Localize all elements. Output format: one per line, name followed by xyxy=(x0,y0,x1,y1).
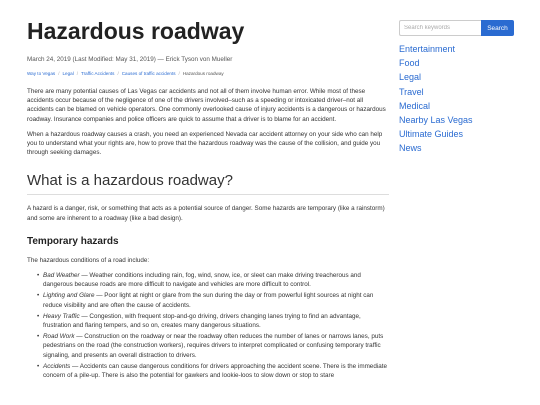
list-item xyxy=(37,362,389,380)
section-divider xyxy=(27,194,389,195)
nav-link-food[interactable]: Food xyxy=(399,58,420,69)
breadcrumb-legal[interactable]: Legal xyxy=(62,71,74,76)
hazard-term: Lighting and Glare xyxy=(43,292,95,300)
breadcrumb xyxy=(27,70,389,78)
sidebar xyxy=(399,20,514,156)
hazard-text: — Congestion, with frequent stop-and-go driving, drivers changing lanes trying to find an advantage, frustration and flaring tempers, and so on, creates many dangerous situations. xyxy=(43,312,361,330)
breadcrumb-traffic-accidents[interactable]: Traffic Accidents xyxy=(81,71,115,76)
search-input[interactable] xyxy=(399,20,481,36)
nav-link-nearby-las-vegas[interactable]: Nearby Las Vegas xyxy=(399,115,473,126)
category-nav xyxy=(399,42,514,156)
breadcrumb-causes[interactable]: Causes of traffic accidents xyxy=(121,71,176,76)
subsection-heading: Temporary hazards xyxy=(27,235,119,247)
breadcrumb-current: Hazardous roadway xyxy=(182,71,224,76)
section-paragraph: A hazard is a danger, risk, or something that acts as a potential source of danger. Some hazards are temporary (like a rainstorm) and some are inherent to a roadway (like a bad design). xyxy=(27,205,385,222)
hazard-text: — Construction on the roadway or near the roadway often reduces the number of lanes or narrows lanes, puts pedestrians on the road (the construction workers), requires drivers to interpret complicated or confusing temporary traffic signaling, and presents an overall distraction to drivers. xyxy=(43,333,384,359)
nav-link-entertainment[interactable]: Entertainment xyxy=(399,44,456,54)
hazard-term: Road Work xyxy=(43,333,75,341)
list-item xyxy=(37,271,389,289)
hazard-term: Accidents xyxy=(43,362,71,370)
section-heading: What is a hazardous roadway? xyxy=(27,172,233,190)
breadcrumb-separator: / xyxy=(76,71,78,76)
breadcrumb-separator: / xyxy=(178,71,180,76)
search-form xyxy=(399,20,514,36)
hazard-list xyxy=(27,271,389,380)
list-item xyxy=(37,332,389,360)
nav-link-news[interactable]: News xyxy=(399,143,422,154)
nav-link-legal[interactable]: Legal xyxy=(399,72,422,83)
list-item xyxy=(37,312,389,330)
hazard-text: — Poor light at night or glare from the sun during the day or from powerful light sources at night can reduce visibility and are often the cause of accidents. xyxy=(43,292,374,309)
intro-paragraph-1: There are many potential causes of Las Vegas car accidents and not all of them involve human error. While most of these accidents occur because of the negligence of one of the drivers involved–such as a speeding or intoxicated driver–not all accidents can be blamed on vehicle operators. One commonly overlooked cause of injury accidents is a dangerous or hazardous roadway. Insurance companies and police officers are quick to assume that a driver is to blame for an accident. xyxy=(27,88,386,123)
hazard-text: — Accidents can cause dangerous conditions for drivers approaching the accident scene. There is the immediate concern of a pile-up. There is also the potential for gawkers and lookie-loos to slow down or stop to stare xyxy=(43,362,387,380)
hazard-term: Heavy Traffic xyxy=(43,312,80,320)
subsection-intro: The hazardous conditions of a road include: xyxy=(27,256,150,264)
breadcrumb-way-to-vegas[interactable]: Way to Vegas xyxy=(27,71,56,76)
nav-link-ultimate-guides[interactable]: Ultimate Guides xyxy=(399,129,464,140)
breadcrumb-separator: / xyxy=(117,71,119,76)
page-title: Hazardous roadway xyxy=(27,18,245,44)
article xyxy=(27,16,389,382)
intro-paragraph-2: When a hazardous roadway causes a crash, you need an experienced Nevada car accident attorney on your side who can help you to understand what your rights are, how to prove that the hazardous roadway was the cause of the collision, and guide you through seeking damages. xyxy=(27,130,383,157)
list-item xyxy=(37,291,389,309)
hazard-text: — Weather conditions including rain, fog, wind, snow, ice, or sleet can make driving treacherous and dangerous because roads are more difficult to navigate and vehicles are more difficult to control. xyxy=(43,272,361,289)
nav-link-medical[interactable]: Medical xyxy=(399,100,431,111)
breadcrumb-separator: / xyxy=(58,71,60,76)
article-meta: March 24, 2019 (Last Modified: May 31, 2019) — Erick Tyson von Mueller xyxy=(27,56,233,63)
search-button[interactable]: Search xyxy=(481,20,514,36)
nav-link-travel[interactable]: Travel xyxy=(399,86,424,97)
hazard-term: Bad Weather xyxy=(43,272,80,280)
